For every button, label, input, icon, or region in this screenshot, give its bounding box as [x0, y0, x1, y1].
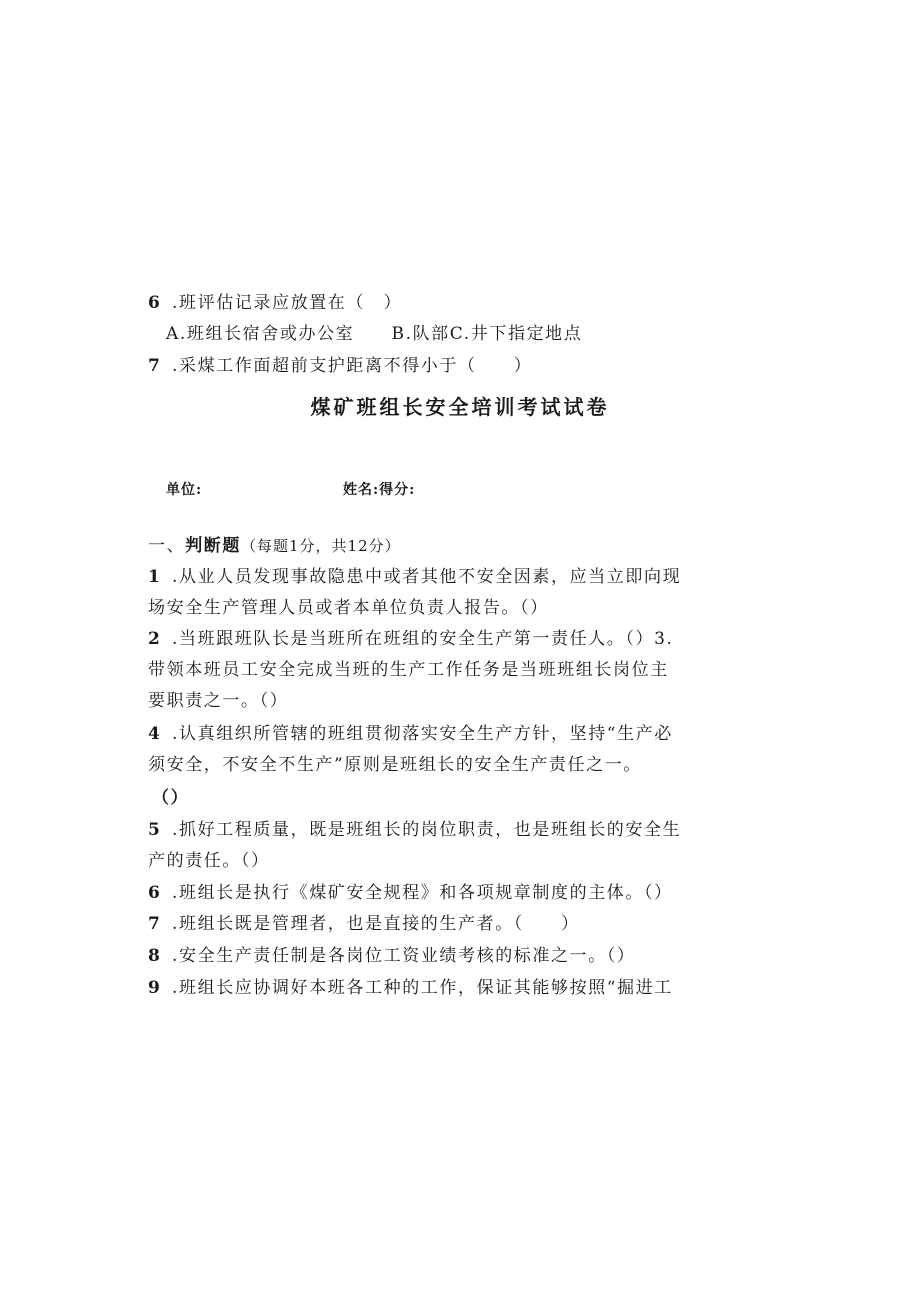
question-1 — [148, 566, 681, 588]
question-number: 7 — [148, 914, 160, 934]
question-4 — [148, 723, 673, 745]
question-text: .当班跟班队长是当班所在班组的安全生产第一责任人。（）3. — [172, 629, 674, 649]
question-number: 9 — [148, 978, 160, 998]
question-7-top — [148, 355, 532, 377]
name-score-label: 姓名:得分: — [343, 482, 416, 498]
question-number: 7 — [148, 356, 160, 376]
section-heading — [148, 535, 401, 557]
section-prefix: 一、 — [148, 536, 186, 556]
question-3-cont: 带领本班员工安全完成当班的生产工作任务是当班班组长岗位主 — [148, 660, 669, 680]
question-8 — [148, 945, 636, 967]
section-title: 判断题 — [185, 536, 242, 556]
question-text: .抓好工程质量，既是班组长的岗位职责，也是班组长的安全生 — [172, 820, 682, 840]
question-text: .班组长是执行《煤矿安全规程》和各项规章制度的主体。（） — [172, 883, 673, 903]
question-number: 1 — [148, 567, 160, 587]
question-number: 8 — [148, 946, 160, 966]
question-3-cont2: 要职责之一。（） — [148, 691, 289, 711]
question-number: 2 — [148, 629, 160, 649]
question-number: 4 — [148, 724, 160, 744]
question-5 — [148, 819, 681, 841]
question-4-cont2: （） — [152, 788, 190, 808]
section-note: （每题1分，共12分） — [241, 537, 401, 555]
question-9 — [148, 977, 673, 999]
question-text: .认真组织所管辖的班组贯彻落实安全生产方针，坚持“生产必 — [172, 724, 673, 744]
question-text: .班评估记录应放置在（ ） — [172, 293, 403, 313]
question-4-cont: 须安全，不安全不生产”原则是班组长的安全生产责任之一。 — [148, 755, 642, 775]
question-6 — [148, 882, 673, 904]
question-7 — [148, 913, 580, 935]
question-text: .班组长应协调好本班各工种的工作，保证其能够按照“掘进工 — [172, 978, 673, 998]
question-number: 6 — [148, 293, 160, 313]
question-number: 5 — [148, 820, 160, 840]
unit-label: 单位: — [166, 482, 203, 498]
question-5-cont: 产的责任。（） — [148, 851, 270, 871]
question-text: .采煤工作面超前支护距离不得小于（ ） — [172, 356, 533, 376]
question-number: 6 — [148, 883, 160, 903]
question-6-options: A.班组长宿舍或办公室 B.队部C.井下指定地点 — [166, 324, 583, 344]
question-text: .从业人员发现事故隐患中或者其他不安全因素，应当立即向现 — [172, 567, 682, 587]
question-text: .安全生产责任制是各岗位工资业绩考核的标准之一。（） — [172, 946, 636, 966]
exam-title: 煤矿班组长安全培训考试试卷 — [310, 395, 610, 419]
question-text: .班组长既是管理者，也是直接的生产者。（ ） — [172, 914, 580, 934]
question-6-top — [148, 292, 402, 314]
question-1-cont: 场安全生产管理人员或者本单位负责人报告。（） — [148, 598, 549, 618]
question-2 — [148, 628, 674, 650]
